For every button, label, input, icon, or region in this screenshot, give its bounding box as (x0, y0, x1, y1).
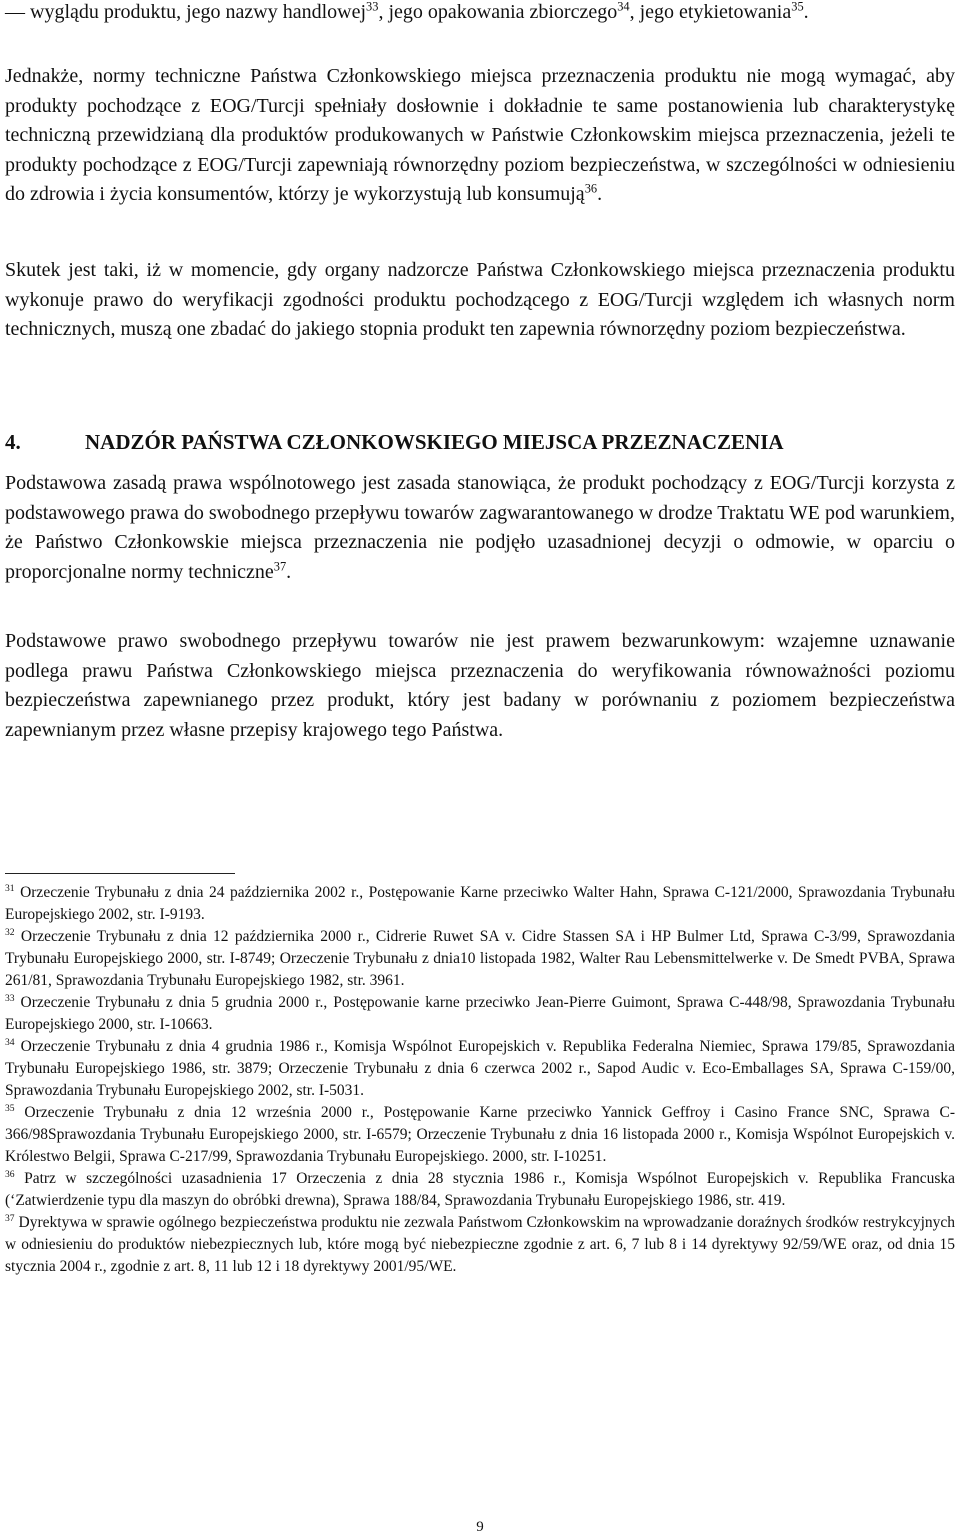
footnote-text: Dyrektywa w sprawie ogólnego bezpieczeństwa produktu nie zezwala Państwom Członkowskim na wprowadzanie doraźnych środków restrykcyjnych w odniesieniu do produktów niebezpiecznych lub, które mogą być niebezpieczne zgodnie z art. 6, 7 lub 8 i 14 dyrektywy 92/59/WE oraz, od dnia 15 stycznia 2004 r., zgodnie z art. 8, 11 lub 12 i 18 dyrektywy 2001/95/WE. (5, 1214, 956, 1275)
footnote-text: Patrz w szczególności uzasadnienia 17 Orzeczenia z dnia 28 stycznia 1986 r., Komisja Wspólnot Europejskich v. Republika Francuska (‘Zatwierdzenie typu dla maszyn do obróbki drewna), Sprawa 188/84, Sprawozdania Trybunału Europejskiego 1986, str. 419. (5, 1170, 956, 1209)
footnotes (5, 882, 955, 1278)
section-number: 4. (5, 430, 21, 454)
continuation-text: , jego etykietowania (629, 1, 792, 23)
body-paragraph (5, 469, 955, 587)
body-paragraph: Podstawowe prawo swobodnego przepływu towarów nie jest prawem bezwarunkowym: wzajemne uznawanie podlega prawu Państwa Członkowskiego miejsca przeznaczenia do weryfikowania równoważności poziomu bezpieczeństwa zapewnianego przez produkt, który jest badany w porównaniu z poziomem bezpieczeństwa zapewnianym przez własne przepisy krajowego tego Państwa. (5, 630, 955, 741)
footnote-ref[interactable]: 37 (273, 558, 287, 573)
footnote-text: Orzeczenie Trybunału z dnia 5 grudnia 2000 r., Postępowanie karne przeciwko Jean-Pierre Guimont, Sprawa C-448/98, Sprawozdania Trybunału Europejskiego 2000, str. I-10663. (5, 994, 955, 1033)
footnote-number: 34 (5, 1036, 15, 1048)
continuation-paragraph (5, 0, 955, 28)
page-number: 9 (476, 1519, 484, 1535)
footnote-number: 36 (5, 1168, 15, 1180)
footnote (5, 926, 955, 992)
footnote-text: Orzeczenie Trybunału z dnia 12 października 2000 r., Cidrerie Ruwet SA v. Cidre Stassen SA i HP Bulmer Ltd, Sprawa C-3/99, Sprawozdania Trybunału Europejskiego 2000, str. I-8749; Orzeczenie Trybunału z dnia10 listopada 1982, Walter Rau Lebensmittelwerke v. De Smedt PVBA, Sprawa 261/81, Sprawozdania Trybunału Europejskiego 1982, str. 3961. (5, 928, 956, 989)
footnote-ref[interactable]: 36 (584, 181, 598, 196)
continuation-text: , jego opakowania zbiorczego (378, 1, 618, 23)
footnote-text: Orzeczenie Trybunału z dnia 12 września 2000 r., Postępowanie Karne przeciwko Yannick Geffroy i Casino France SNC, Sprawa C-366/98Sprawozdania Trybunału Europejskiego 2000, str. I-6579; Orzeczenie Trybunału z dnia 16 listopada 2000 r., Komisja Wspólnot Europejskich v. Królestwo Belgii, Sprawa C-217/99, Sprawozdania Trybunału Europejskiego. 2000, str. I-10251. (5, 1104, 956, 1165)
footnote-number: 31 (5, 882, 15, 894)
footnote-number: 32 (5, 926, 15, 938)
footnote (5, 1212, 955, 1278)
paragraph-text: Podstawowa zasadą prawa wspólnotowego jest zasada stanowiąca, że produkt pochodzący z EOG/Turcji korzysta z podstawowego prawa do swobodnego przepływu towarów zagwarantowanego w drodze Traktatu WE pod warunkiem, że Państwo Członkowskie miejsca przeznaczenia nie podjęło uzasadnionej decyzji o odmowie, w oparciu o proporcjonalne normy techniczne (5, 472, 955, 583)
footnote-ref[interactable]: 35 (791, 0, 804, 14)
footnote (5, 992, 955, 1036)
section-heading (5, 427, 955, 457)
body-paragraph (5, 62, 955, 210)
paragraph-text: . (597, 183, 603, 205)
footnote-number: 33 (5, 992, 15, 1004)
footnote (5, 1168, 955, 1212)
footnote-text: Orzeczenie Trybunału z dnia 4 grudnia 1986 r., Komisja Wspólnot Europejskich v. Republika Federalna Niemiec, Sprawa 179/85, Sprawozdania Trybunału Europejskiego 1986, str. 3879; Orzeczenie Trybunału z dnia 6 czerwca 2002 r., Sapod Audic v. Eco-Emballages SA, Sprawa C-159/00, Sprawozdania Trybunału Europejskiego 2002, str. I-5031. (5, 1038, 956, 1099)
footnote-ref[interactable]: 33 (366, 0, 379, 14)
footnote-ref[interactable]: 34 (617, 0, 630, 14)
section-title: NADZÓR PAŃSTWA CZŁONKOWSKIEGO MIEJSCA PRZEZNACZENIA (85, 430, 784, 454)
footnote-text: Orzeczenie Trybunału z dnia 24 października 2002 r., Postępowanie Karne przeciwko Walter Hahn, Sprawa C-121/2000, Sprawozdania Trybunału Europejskiego 2002, str. I-9193. (5, 884, 955, 923)
footnote-separator (5, 873, 235, 874)
footnote (5, 882, 955, 926)
footnote-number: 37 (5, 1212, 15, 1224)
paragraph-text: . (286, 560, 292, 583)
footnote (5, 1036, 955, 1102)
footnote-number: 35 (5, 1102, 15, 1114)
continuation-text: — wyglądu produktu, jego nazwy handlowej (5, 1, 367, 23)
footnote (5, 1102, 955, 1168)
body-paragraph: Skutek jest taki, iż w momencie, gdy organy nadzorcze Państwa Członkowskiego miejsca przeznaczenia produktu wykonuje prawo do weryfikacji zgodności produktu pochodzącego z EOG/Turcji względem ich własnych norm technicznych, muszą one zbadać do jakiego stopnia produkt ten zapewnia równorzędny poziom bezpieczeństwa. (5, 259, 955, 340)
paragraph-text: Jednakże, normy techniczne Państwa Członkowskiego miejsca przeznaczenia produktu nie mogą wymagać, aby produkty pochodzące z EOG/Turcji spełniały dosłownie i dokładnie te same postanowienia lub charakterystykę techniczną przewidzianą dla produktów produkowanych w Państwie Członkowskim miejsca przeznaczenia, jeżeli te produkty pochodzące z EOG/Turcji zapewniają równorzędny poziom bezpieczeństwa, w szczególności w odniesieniu do zdrowia i życia konsumentów, którzy je wykorzystują lub konsumują (5, 65, 955, 205)
continuation-text: . (803, 1, 809, 23)
